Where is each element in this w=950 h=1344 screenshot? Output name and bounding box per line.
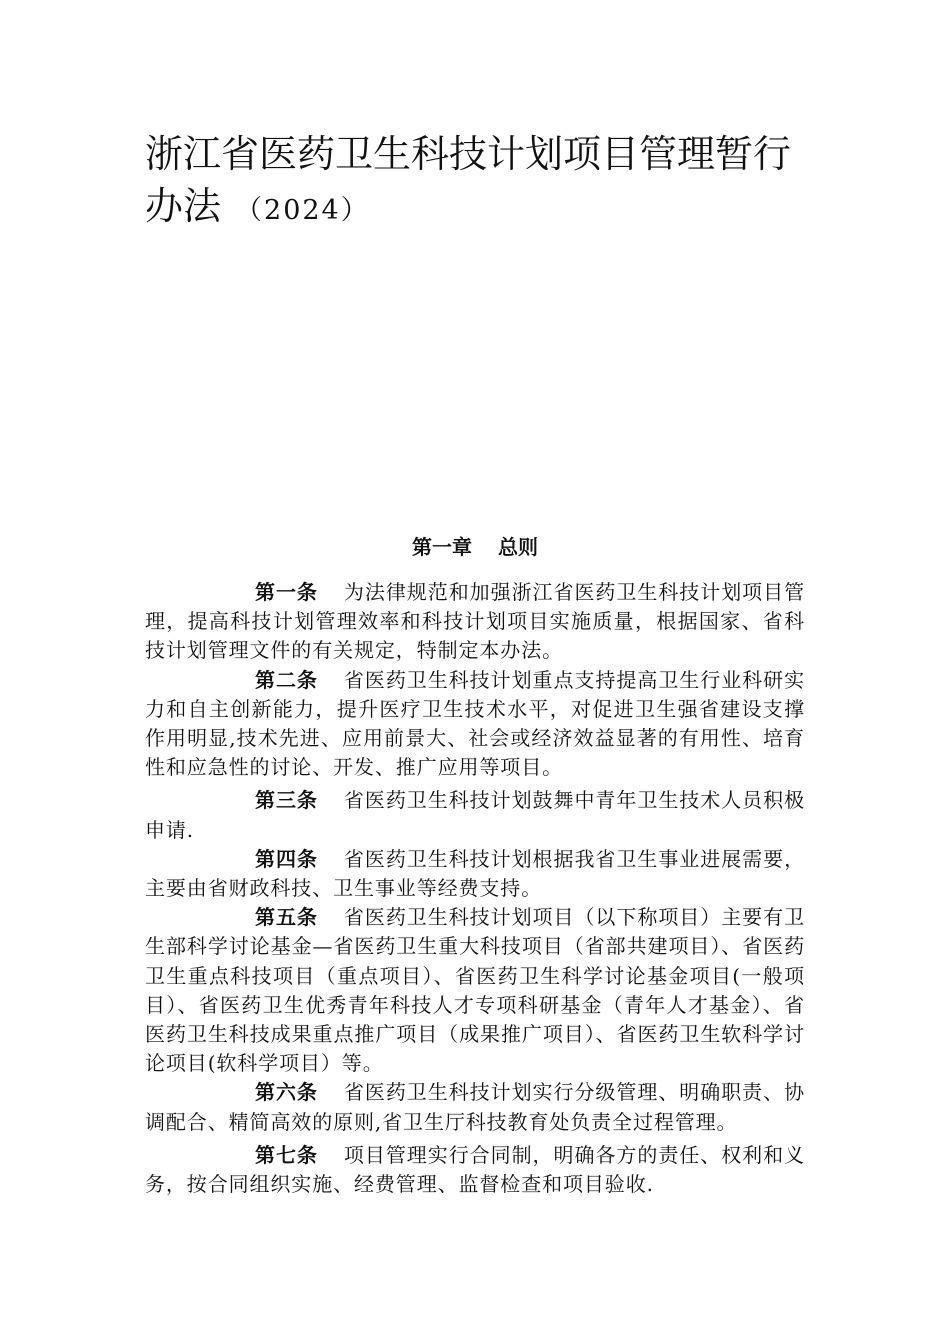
document-title-text: 浙江省医药卫生科技计划项目管理暂行办法 (145, 132, 792, 228)
article-text: 省医药卫生科技计划根据我省卫生事业进展需要，主要由省财政科技、卫生事业等经费支持。 (145, 846, 805, 901)
article-label: 第四条 (255, 846, 318, 871)
article-label: 第二条 (255, 667, 318, 692)
article-text: 省医药卫生科技计划项目（以下称项目）主要有卫生部科学讨论基金—省医药卫生重大科技项目（省部共建项目）、省医药卫生重点科技项目（重点项目）、省医药卫生科学讨论基金项目(一般项目）、省医药卫生优秀青年科技人才专项科研基金（青年人才基金）、省医药卫生科技成果重点推广项目（成果推广项目）、省医药卫生软科学讨论项目(软科学项目）等。 (145, 905, 805, 1076)
article-label: 第七条 (255, 1142, 318, 1167)
article-label: 第一条 (255, 580, 318, 604)
article-4 (145, 845, 805, 903)
chapter-name: 总则 (498, 535, 538, 559)
document-title-year: （2024） (235, 195, 370, 226)
article-text: 省医药卫生科技计划鼓舞中青年卫生技术人员积极申请. (145, 788, 805, 842)
article-label: 第六条 (255, 1080, 318, 1105)
article-7 (145, 1141, 805, 1199)
article-1 (145, 578, 805, 666)
article-label: 第三条 (255, 788, 318, 813)
article-label: 第五条 (255, 905, 318, 930)
article-3 (145, 786, 805, 844)
chapter-body (145, 578, 805, 1199)
article-text: 项目管理实行合同制，明确各方的责任、权利和义务，按合同组织实施、经费管理、监督检查和项目验收. (145, 1142, 805, 1197)
chapter-number: 第一章 (412, 535, 472, 559)
article-text: 省医药卫生科技计划重点支持提高卫生行业科研实力和自主创新能力，提升医疗卫生技术水平，对促进卫生强省建设支撑作用明显,技术先进、应用前景大、社会或经济效益显著的有用性、培育性和应急性的讨论、开发、推广应用等项目。 (145, 667, 805, 780)
article-text: 省医药卫生科技计划实行分级管理、明确职责、协调配合、精简高效的原则,省卫生厅科技教育处负责全过程管理。 (145, 1080, 805, 1134)
chapter-heading (0, 533, 950, 561)
article-2 (145, 666, 805, 783)
article-6 (145, 1078, 805, 1136)
document-title (145, 128, 805, 237)
article-5 (145, 903, 805, 1078)
article-text: 为法律规范和加强浙江省医药卫生科技计划项目管理，提高科技计划管理效率和科技计划项目实施质量，根据国家、省科技计划管理文件的有关规定，特制定本办法。 (145, 580, 805, 663)
